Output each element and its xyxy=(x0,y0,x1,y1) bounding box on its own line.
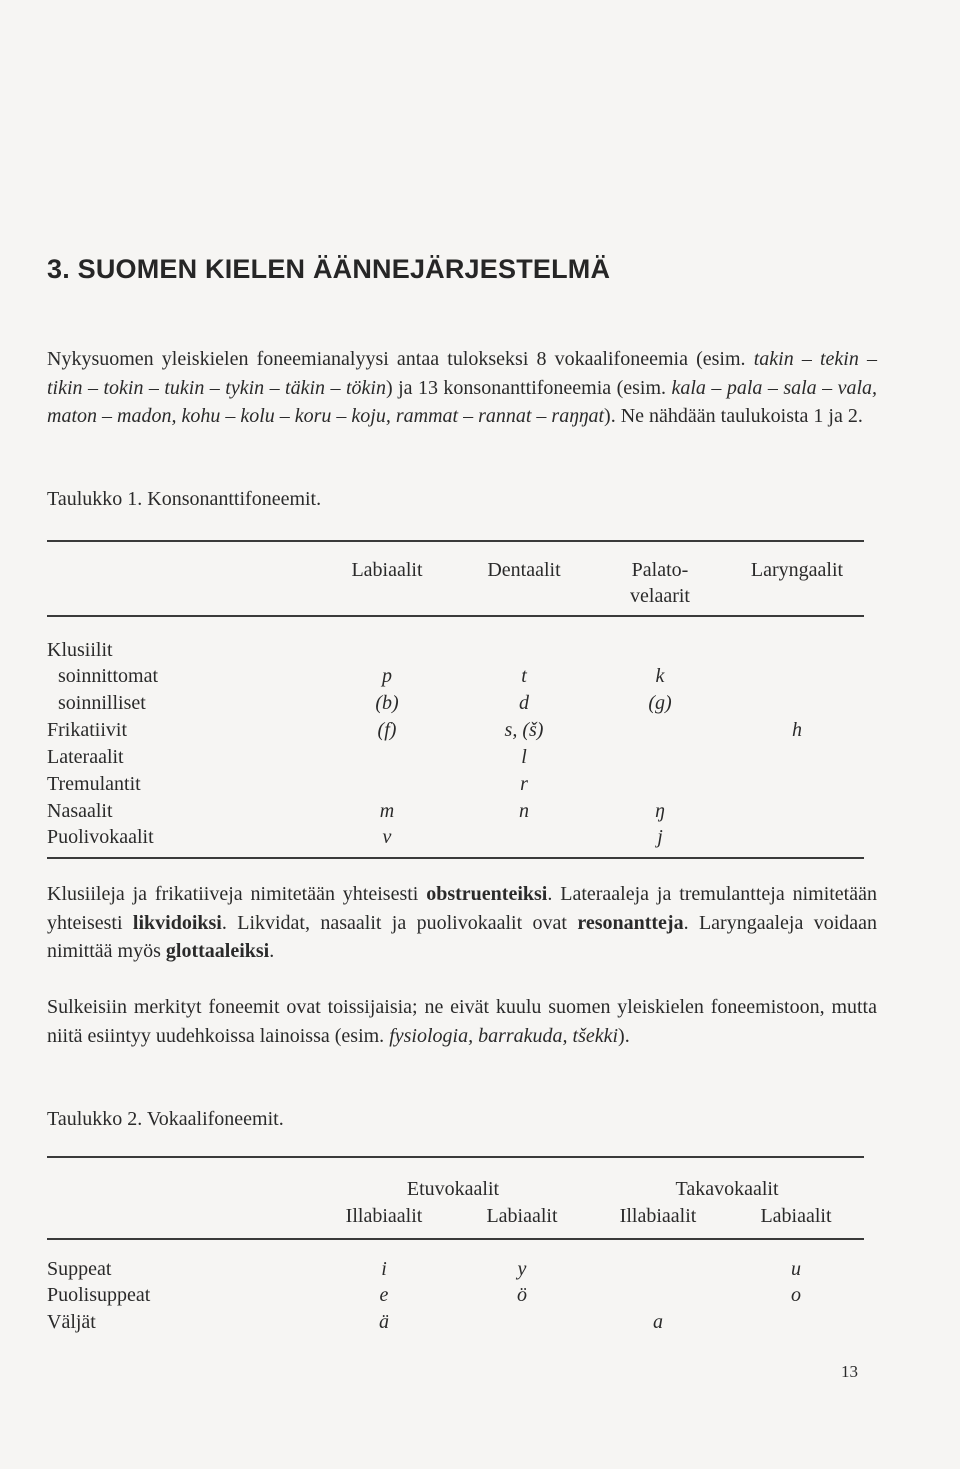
table-cell: e xyxy=(379,1284,389,1306)
table-cell: l xyxy=(521,746,527,768)
vowel-examples: takin – tekin – tikin – tokin – tukin – tykin – täkin – tökin xyxy=(47,348,878,399)
paragraph-text: . xyxy=(269,940,275,962)
table-cell: u xyxy=(791,1258,801,1280)
table1-top-rule xyxy=(47,540,864,542)
intro-middle: ) ja 13 konsonanttifoneemia (esim. xyxy=(385,376,672,399)
table1-col-laryngaalit: Laryngaalit xyxy=(750,559,844,581)
table-cell: (g) xyxy=(648,692,672,714)
table2-subcol: Illabiaalit xyxy=(619,1205,697,1227)
chapter-heading: 3. SUOMEN KIELEN ÄÄNNEJÄRJESTELMÄ xyxy=(47,254,611,284)
term-obstruenteiksi: obstruenteiksi xyxy=(426,883,548,905)
table-cell: h xyxy=(792,719,802,741)
table-row-label: soinnittomat xyxy=(58,665,158,687)
table2-group-takavokaalit: Takavokaalit xyxy=(675,1178,779,1200)
table-cell: ŋ xyxy=(655,800,665,822)
table-row-label: Puolisuppeat xyxy=(47,1284,151,1306)
paragraph-text: . Lateraaleja ja tremulantteja nimitetään yhteisesti xyxy=(47,883,877,934)
page-number: 13 xyxy=(841,1362,858,1381)
table2-header-rule xyxy=(47,1238,864,1240)
table-cell: t xyxy=(521,665,527,687)
table2-top-rule xyxy=(47,1156,864,1158)
table-row-label: Nasaalit xyxy=(47,800,113,822)
table-cell: p xyxy=(382,665,392,687)
table1-col-velaarit: velaarit xyxy=(630,585,690,607)
table-cell: (f) xyxy=(377,719,397,741)
term-glottaaleiksi: glottaaleiksi xyxy=(165,940,270,962)
table-row-label: Klusiilit xyxy=(47,639,113,661)
loanword-examples: fysiologia, barrakuda, tšekki xyxy=(389,1024,619,1047)
table2-caption: Taulukko 2. Vokaalifoneemit. xyxy=(47,1108,284,1130)
table-cell: i xyxy=(381,1258,387,1280)
table-row-label: Frikatiivit xyxy=(47,719,127,741)
table-row-label: Lateraalit xyxy=(47,746,124,768)
table-cell: ä xyxy=(379,1311,389,1333)
table1-col-dentaalit: Dentaalit xyxy=(487,559,561,581)
term-likvidoiksi: likvidoiksi xyxy=(132,911,222,934)
paragraph-text: . Laryngaaleja voidaan nimittää myös xyxy=(47,911,878,962)
table-row-label: Väljät xyxy=(47,1311,96,1333)
table-row-label: Puolivokaalit xyxy=(47,826,154,848)
table1-header-rule xyxy=(47,615,864,617)
table2-subcol: Labiaalit xyxy=(486,1205,558,1227)
consonant-examples: kala – pala – sala – vala, maton – madon, kohu – kolu – koru – koju, rammat – rannat – raŋŋat xyxy=(47,376,878,427)
table1-col-palato: Palato- xyxy=(631,559,689,581)
table1-bottom-rule xyxy=(47,857,864,859)
table1-caption: Taulukko 1. Konsonanttifoneemit. xyxy=(47,488,322,510)
table-cell: y xyxy=(517,1258,527,1280)
table-cell: v xyxy=(382,826,392,848)
table1-col-labiaalit: Labiaalit xyxy=(351,559,423,581)
table-cell: m xyxy=(379,800,395,822)
term-resonantteja: resonantteja xyxy=(577,911,684,934)
table2-subcol: Labiaalit xyxy=(760,1205,832,1227)
obstruent-paragraph xyxy=(47,880,877,966)
table-row-label: soinnilliset xyxy=(58,692,146,714)
paragraph-text: ). xyxy=(618,1024,630,1047)
table-cell: k xyxy=(655,665,665,687)
table-row-label: Suppeat xyxy=(47,1258,112,1280)
paragraph-text: Sulkeisiin merkityt foneemit ovat toissijaisia; ne eivät kuulu suomen yleiskielen foneemistoon, mutta niitä esiintyy uudehkoissa lainoissa (esim. xyxy=(47,996,877,1047)
table-cell: j xyxy=(657,826,663,848)
table-row-label: Tremulantit xyxy=(47,773,141,795)
table-cell: a xyxy=(653,1311,663,1333)
table-cell: (b) xyxy=(375,692,399,714)
table-cell: s, (š) xyxy=(504,719,544,741)
intro-paragraph xyxy=(47,345,877,431)
table-cell: r xyxy=(520,773,528,795)
paragraph-text: . Likvidat, nasaalit ja puolivokaalit ovat xyxy=(221,911,578,934)
secondary-phonemes-paragraph xyxy=(47,993,877,1050)
table-cell: o xyxy=(791,1284,801,1306)
table2-group-etuvokaalit: Etuvokaalit xyxy=(406,1178,500,1200)
table-cell: d xyxy=(519,692,529,714)
table2-subcol: Illabiaalit xyxy=(345,1205,423,1227)
paragraph-text: Klusiileja ja frikatiiveja nimitetään yhteisesti xyxy=(47,883,427,905)
table-cell: n xyxy=(519,800,529,822)
intro-tail: ). Ne nähdään taulukoista 1 ja 2. xyxy=(604,405,863,427)
intro-lead: Nykysuomen yleiskielen foneemianalyysi antaa tulokseksi 8 vokaalifoneemia (esim. xyxy=(47,348,754,370)
table-cell: ö xyxy=(517,1284,527,1306)
